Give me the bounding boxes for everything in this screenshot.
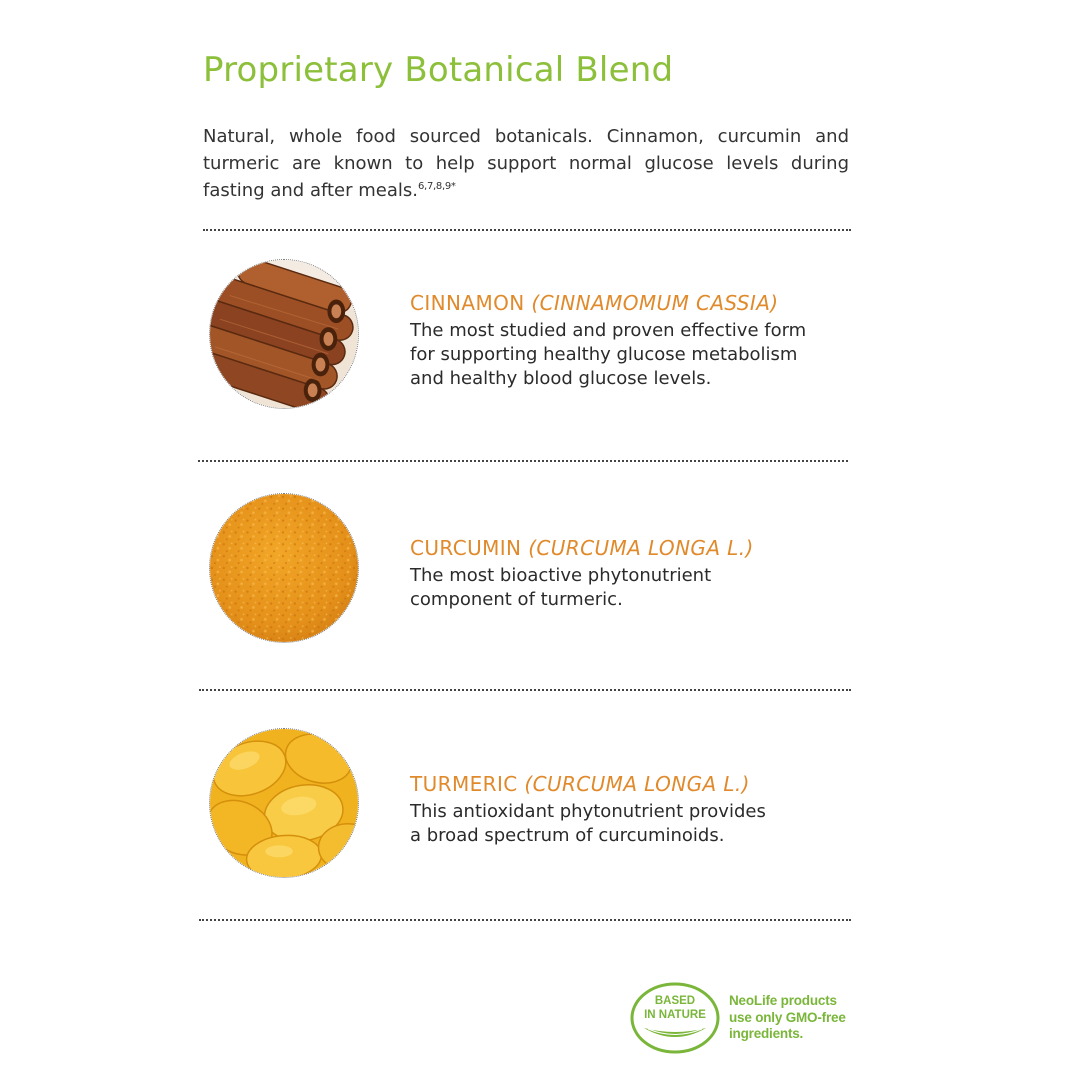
- divider: [199, 689, 851, 691]
- divider: [199, 919, 851, 921]
- description-line: The most studied and proven effective form: [410, 320, 807, 341]
- item-heading: [410, 536, 860, 560]
- description-line: The most bioactive phytonutrient: [410, 565, 712, 586]
- caption-line: use only GMO-free: [729, 1009, 846, 1025]
- item-name: CURCUMIN: [410, 536, 522, 560]
- item-latin-name: (CURCUMA LONGA L.): [528, 536, 754, 560]
- badge-line2: IN NATURE: [644, 1009, 706, 1021]
- item-latin-name: (CINNAMOMUM CASSIA): [531, 291, 779, 315]
- description-line: for supporting healthy glucose metabolism: [410, 344, 798, 365]
- footnote-refs: 6,7,8,9*: [418, 181, 456, 192]
- based-in-nature-badge: [630, 982, 720, 1054]
- item-description: [410, 564, 860, 612]
- cinnamon-sticks-image: [209, 259, 359, 409]
- item-heading: [410, 772, 860, 796]
- item-turmeric: [410, 772, 860, 848]
- description-line: a broad spectrum of curcuminoids.: [410, 825, 725, 846]
- item-description: [410, 319, 860, 391]
- description-line: and healthy blood glucose levels.: [410, 368, 712, 389]
- turmeric-slices-image: [209, 728, 359, 878]
- divider: [203, 229, 851, 231]
- intro-paragraph: [203, 123, 849, 204]
- item-heading: [410, 291, 860, 315]
- badge-line1: BASED: [654, 995, 696, 1007]
- divider: [198, 460, 848, 462]
- caption-line: NeoLife products: [729, 993, 837, 1008]
- gmo-free-caption: [729, 993, 869, 1043]
- item-description: [410, 800, 860, 848]
- intro-text: Natural, whole food sourced botanicals. Cinnamon, curcumin and turmeric are known to help support normal glucose levels during fasting and after meals.: [203, 126, 849, 201]
- item-name: CINNAMON: [410, 291, 525, 315]
- item-cinnamon: [410, 291, 860, 391]
- description-line: This antioxidant phytonutrient provides: [410, 801, 766, 822]
- item-name: TURMERIC: [410, 772, 518, 796]
- page-title: Proprietary Botanical Blend: [203, 50, 674, 90]
- caption-line: ingredients.: [729, 1026, 804, 1041]
- curcumin-powder-image: [209, 493, 359, 643]
- item-latin-name: (CURCUMA LONGA L.): [524, 772, 750, 796]
- leaf-icon: [644, 1028, 706, 1037]
- item-curcumin: [410, 536, 860, 612]
- description-line: component of turmeric.: [410, 589, 623, 610]
